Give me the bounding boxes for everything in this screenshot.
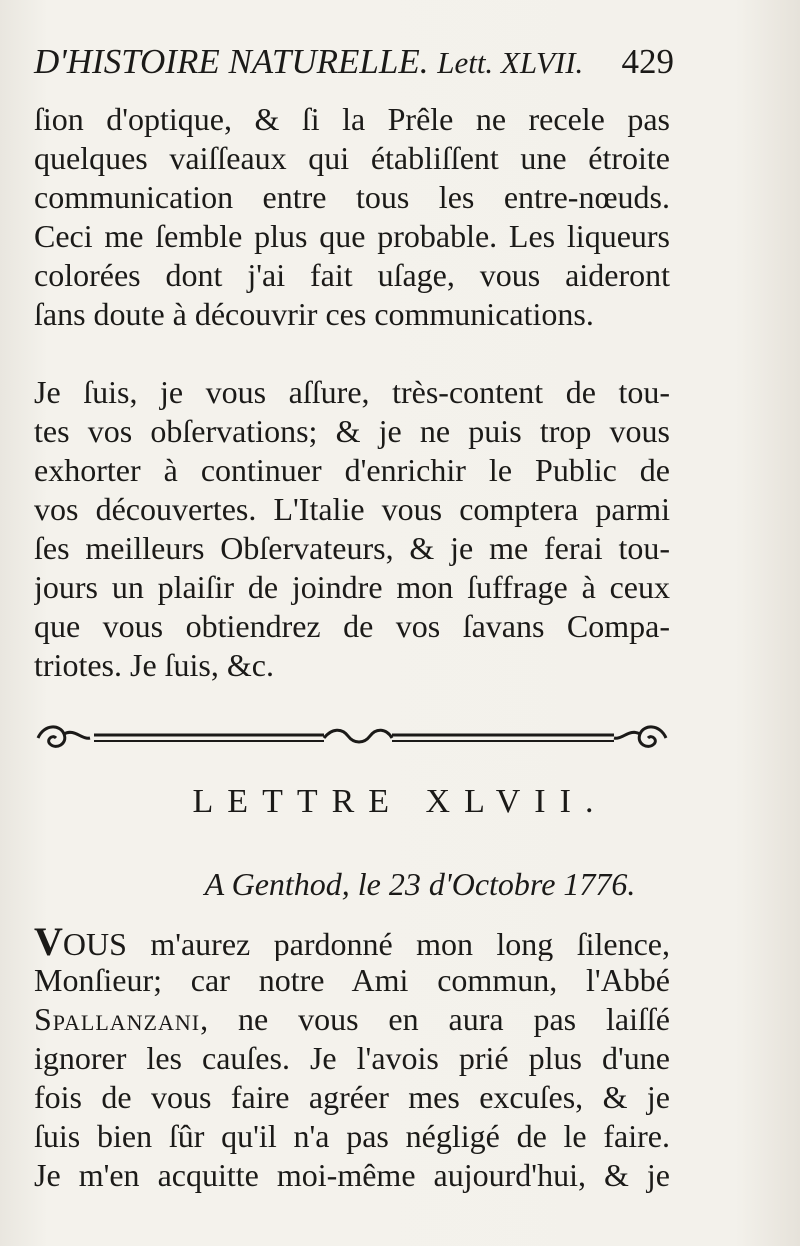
text-line (34, 922, 670, 961)
letter-title: LETTRE XLVII. (192, 783, 608, 820)
running-header (34, 38, 674, 86)
text-line: Je m'en acquitte moi-même aujourd'hui, & je (34, 1157, 670, 1193)
letter-body (34, 922, 670, 1195)
text-line: ignorer les cauſes. Je l'avois prié plus d'une (34, 1040, 670, 1076)
ornamental-divider (34, 718, 670, 758)
text-segment: , ne vous en aura pas laiſſé (200, 1001, 670, 1037)
text-line: exhorter à continuer d'enrichir le Public de (34, 452, 670, 488)
text-line: jours un plaiſir de joindre mon ſuffrage à ceux (34, 569, 670, 605)
dateline: A Genthod, le 23 d'Octobre 1776. (204, 866, 636, 902)
paragraph-closing (34, 373, 670, 685)
paragraph-continuation (34, 100, 670, 334)
text-line: colorées dont j'ai fait uſage, vous aideront (34, 257, 670, 293)
text-line: Je ſuis, je vous aſſure, très-content de tou- (34, 374, 670, 410)
text-line: quelques vaiſſeaux qui établiſſent une étroite (34, 140, 670, 176)
text-line: triotes. Je ſuis, &c. (34, 647, 274, 683)
drop-cap: V (34, 922, 63, 961)
text-line: vos découvertes. L'Italie vous comptera parmi (34, 491, 670, 527)
text-line: fois de vous faire agréer mes excuſes, & je (34, 1079, 670, 1115)
text-segment: OUS m'aurez pardonné mon long ſilence, (62, 926, 670, 961)
letter-reference: Lett. XLVII. (437, 45, 584, 80)
text-line: que vous obtiendrez de vos ſavans Compa- (34, 608, 670, 644)
text-line: Ceci me ſemble plus que probable. Les liqueurs (34, 218, 670, 254)
text-line: ſuis bien ſûr qu'il n'a pas négligé de le faire. (34, 1118, 670, 1154)
running-title: D'HISTOIRE NATURELLE. (34, 42, 429, 81)
person-name: Spallanzani (34, 1001, 201, 1037)
text-line: Monſieur; car notre Ami commun, l'Abbé (34, 962, 670, 998)
page-number: 429 (621, 42, 674, 81)
text-line: ſion d'optique, & ſi la Prêle ne recele pas (34, 101, 670, 137)
text-line: communication entre tous les entre-nœuds. (34, 179, 670, 215)
text-line: ſes meilleurs Obſervateurs, & je me ferai tou- (34, 530, 670, 566)
text-line: tes vos obſervations; & je ne puis trop vous (34, 413, 670, 449)
text-line: ſans doute à découvrir ces communications. (34, 296, 594, 332)
text-line (34, 1000, 670, 1039)
